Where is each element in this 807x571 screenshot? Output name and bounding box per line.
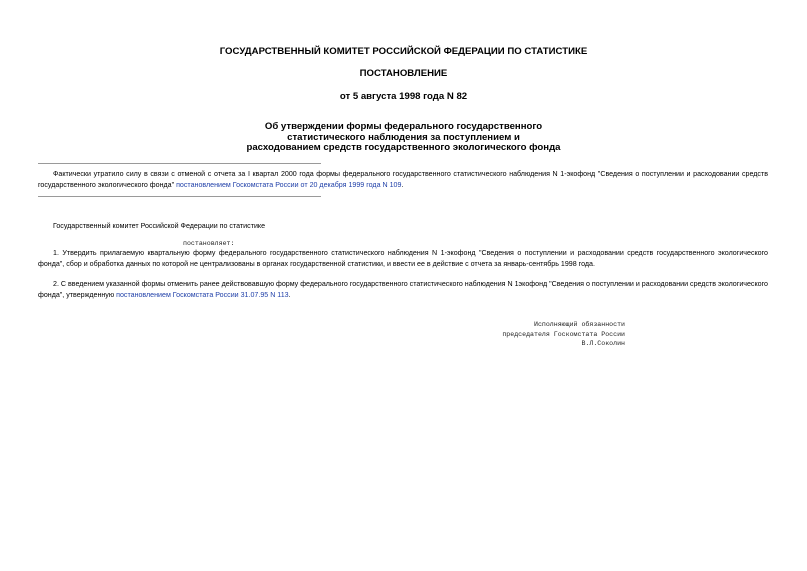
item-2-link-decree-113[interactable]: постановлением Госкомстата России 31.07.95 N 113 [116, 291, 289, 300]
signature-name: В.Л.Соколин [581, 340, 625, 348]
document-date-number: от 5 августа 1998 года N 82 [339, 91, 468, 102]
document-title [0, 122, 807, 154]
signature-block [502, 320, 625, 349]
issuing-organization: ГОСУДАРСТВЕННЫЙ КОМИТЕТ РОССИЙСКОЙ ФЕДЕРАЦИИ ПО СТАТИСТИКЕ [219, 46, 588, 57]
signature-position-line-1: Исполняющий обязанности [533, 321, 625, 328]
item-2-text-end: . [288, 291, 291, 300]
title-line-1: Об утверждении формы федерального государственного [264, 121, 543, 132]
note-text: Фактически утратило силу в связи с отменой с отчета за I квартал 2000 года формы федерального государственного статистического наблюдения N 1-экофонд "Сведения о поступлении и расходовании средств государственного экологического фонда" [38, 170, 768, 190]
note-link-decree-109[interactable]: постановлением Госкомстата России от 20 декабря 1999 года N 109 [176, 181, 402, 190]
document-type: ПОСТАНОВЛЕНИЕ [359, 68, 448, 79]
note-divider-top [38, 163, 321, 164]
note-text-end: . [401, 181, 404, 190]
note-divider-bottom [38, 196, 321, 197]
item-2-text: 2. С введением указанной формы отменить ранее действовавшую форму федерального государственного статистического наблюдения N 1экофонд "Сведения о поступлении и расходовании средств экологического фонда", утвержденную [38, 280, 768, 300]
issuer-line: Государственный комитет Российской Федерации по статистике [53, 222, 266, 230]
title-line-3: расходованием средств государственного экологического фонда [246, 142, 561, 153]
title-line-2: статистического наблюдения за поступлением и [287, 131, 520, 143]
item-2 [38, 279, 768, 301]
decree-word: постановляет: [183, 240, 235, 247]
item-1: 1. Утвердить прилагаемую квартальную форму федерального государственного статистического наблюдения N 1-экофонд "Сведения о поступлении и расходовании средств государственного экологического фонда", сбор и обработка данных по которой не централизованы в органах государственной статистики, и ввести ее в действие с отчета за январь-сентябрь 1998 года. [38, 249, 768, 269]
signature-position-line-2: председателя Госкомстата России [502, 330, 625, 338]
editorial-note [38, 169, 768, 191]
